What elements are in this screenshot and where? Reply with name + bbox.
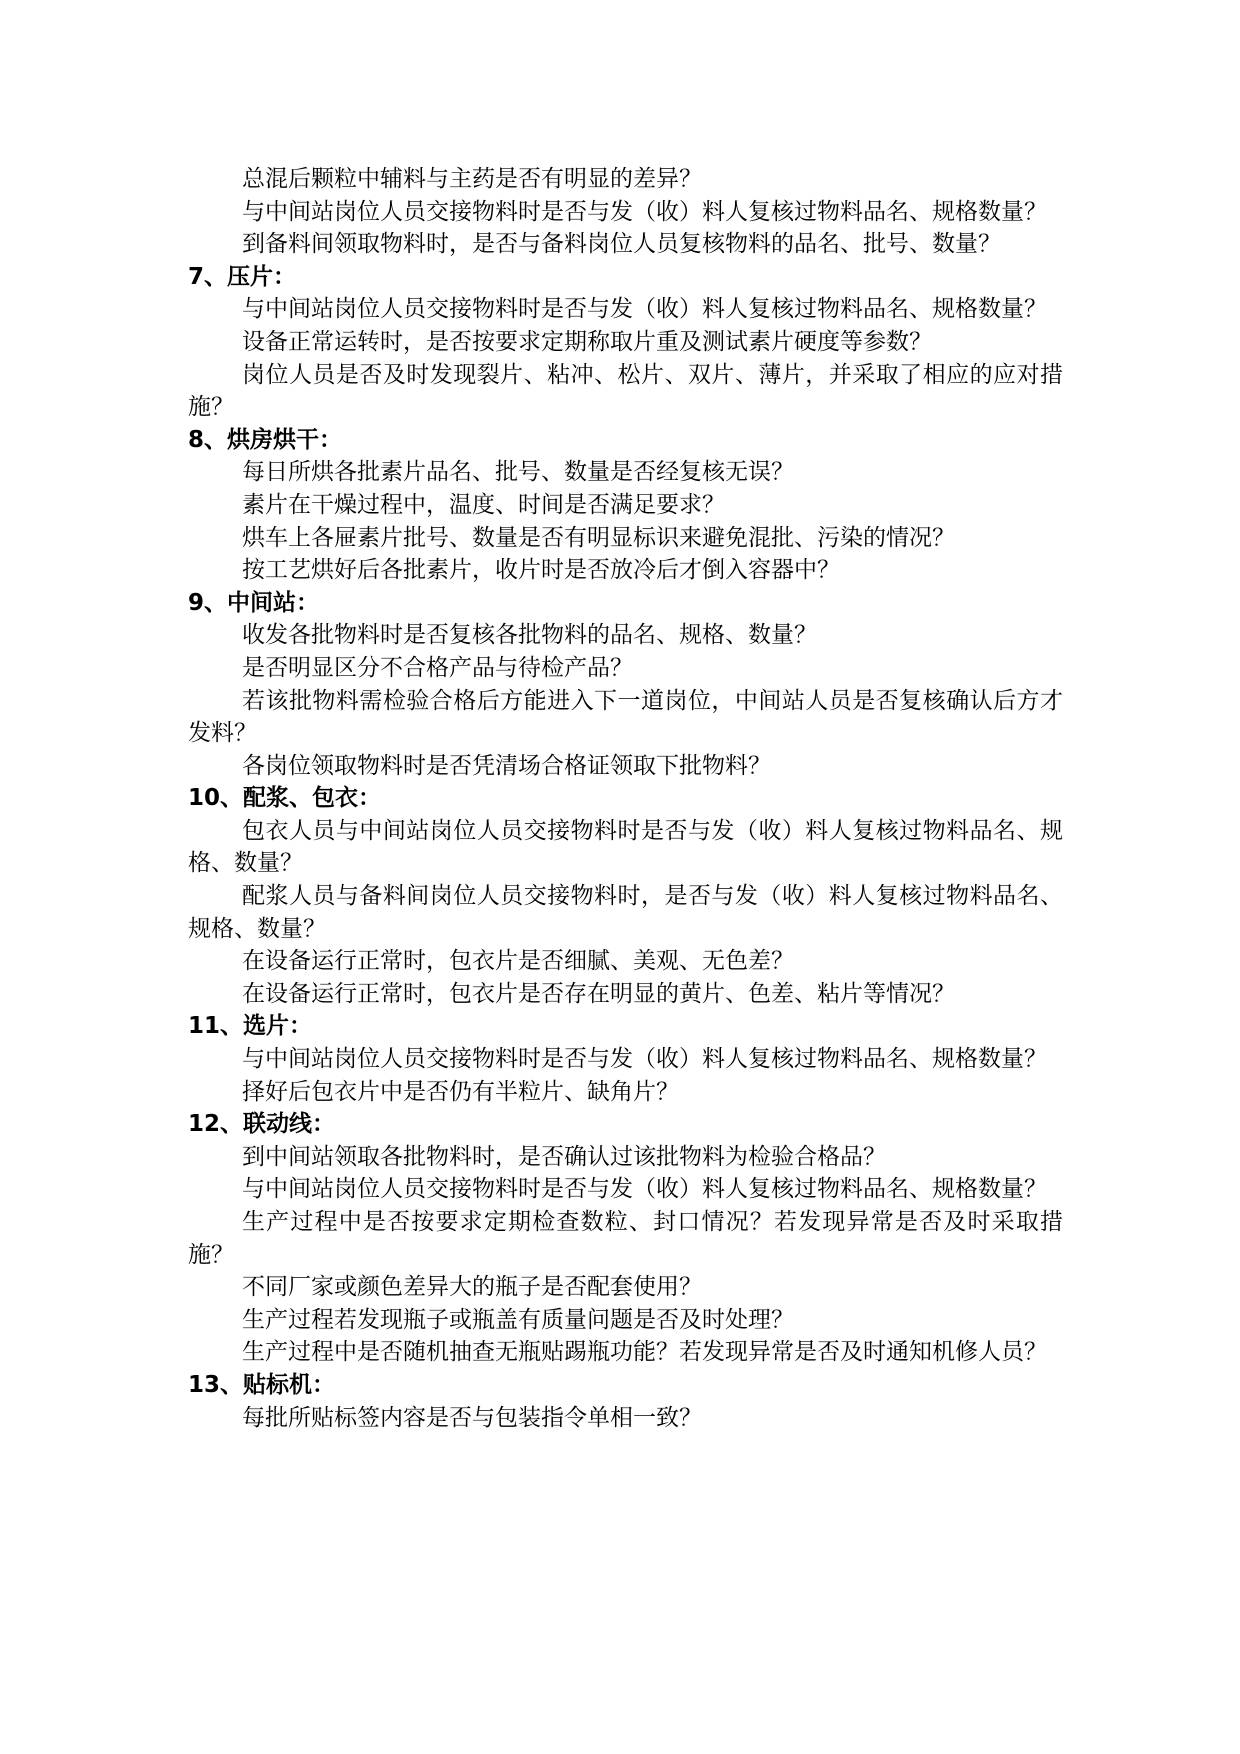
paragraph: 不同厂家或颜色差异大的瓶子是否配套使用？ [242,1274,702,1301]
paragraph: 到备料间领取物料时，是否与备料岗位人员复核物料的品名、批号、数量？ [242,231,1001,258]
section-heading: 13、贴标机： [188,1371,336,1398]
paragraph: 总混后颗粒中辅料与主药是否有明显的差异？ [242,166,702,192]
paragraph: 在设备运行正常时，包衣片是否存在明显的黄片、色差、粘片等情况？ [242,980,955,1007]
paragraph: 各岗位领取物料时是否凭清场合格证领取下批物料？ [242,752,771,779]
paragraph: 每批所贴标签内容是否与包装指令单相一致？ [242,1404,702,1431]
paragraph: 设备正常运转时，是否按要求定期称取片重及测试素片硬度等参数？ [242,328,932,355]
paragraph: 每日所烘各批素片品名、批号、数量是否经复核无误？ [242,459,794,486]
paragraph: 生产过程中是否随机抽查无瓶贴踢瓶功能？若发现异常是否及时通知机修人员？ [242,1339,1047,1366]
paragraph: 素片在干燥过程中，温度、时间是否满足要求？ [242,491,725,518]
paragraph: 在设备运行正常时，包衣片是否细腻、美观、无色差？ [242,948,794,975]
section-heading: 8、烘房烘干： [188,426,343,453]
paragraph: 与中间站岗位人员交接物料时是否与发（收）料人复核过物料品名、规格数量？ [242,296,1047,323]
paragraph: 岗位人员是否及时发现裂片、粘冲、松片、双片、薄片，并采取了相应的应对措施？ [188,361,1063,421]
section-heading: 7、压片： [188,263,297,290]
paragraph: 是否明显区分不合格产品与待检产品？ [242,654,633,681]
paragraph: 生产过程中是否按要求定期检查数粒、封口情况？若发现异常是否及时采取措施？ [188,1209,1063,1268]
paragraph: 与中间站岗位人员交接物料时是否与发（收）料人复核过物料品名、规格数量？ [242,198,1047,225]
section-heading: 10、配浆、包衣： [188,785,382,812]
paragraph: 与中间站岗位人员交接物料时是否与发（收）料人复核过物料品名、规格数量？ [242,1176,1047,1203]
paragraph: 配浆人员与备料间岗位人员交接物料时，是否与发（收）料人复核过物料品名、规格、数量？ [188,883,1063,942]
paragraph: 按工艺烘好后各批素片，收片时是否放冷后才倒入容器中？ [242,557,840,584]
paragraph: 烘车上各屉素片批号、数量是否有明显标识来避免混批、污染的情况？ [242,524,955,551]
paragraph: 收发各批物料时是否复核各批物料的品名、规格、数量？ [242,622,817,649]
paragraph: 生产过程若发现瓶子或瓶盖有质量问题是否及时处理？ [242,1306,794,1333]
document-body [188,163,1063,1434]
paragraph: 到中间站领取各批物料时，是否确认过该批物料为检验合格品？ [242,1143,886,1170]
section-heading: 9、中间站： [188,589,320,616]
paragraph: 包衣人员与中间站岗位人员交接物料时是否与发（收）料人复核过物料品名、规格、数量？ [188,817,1063,877]
section-heading: 11、选片： [188,1013,313,1040]
paragraph: 若该批物料需检验合格后方能进入下一道岗位，中间站人员是否复核确认后方才发料？ [188,687,1063,747]
paragraph: 择好后包衣片中是否仍有半粒片、缺角片？ [242,1078,679,1105]
paragraph: 与中间站岗位人员交接物料时是否与发（收）料人复核过物料品名、规格数量？ [242,1046,1047,1073]
section-heading: 12、联动线： [188,1111,336,1138]
